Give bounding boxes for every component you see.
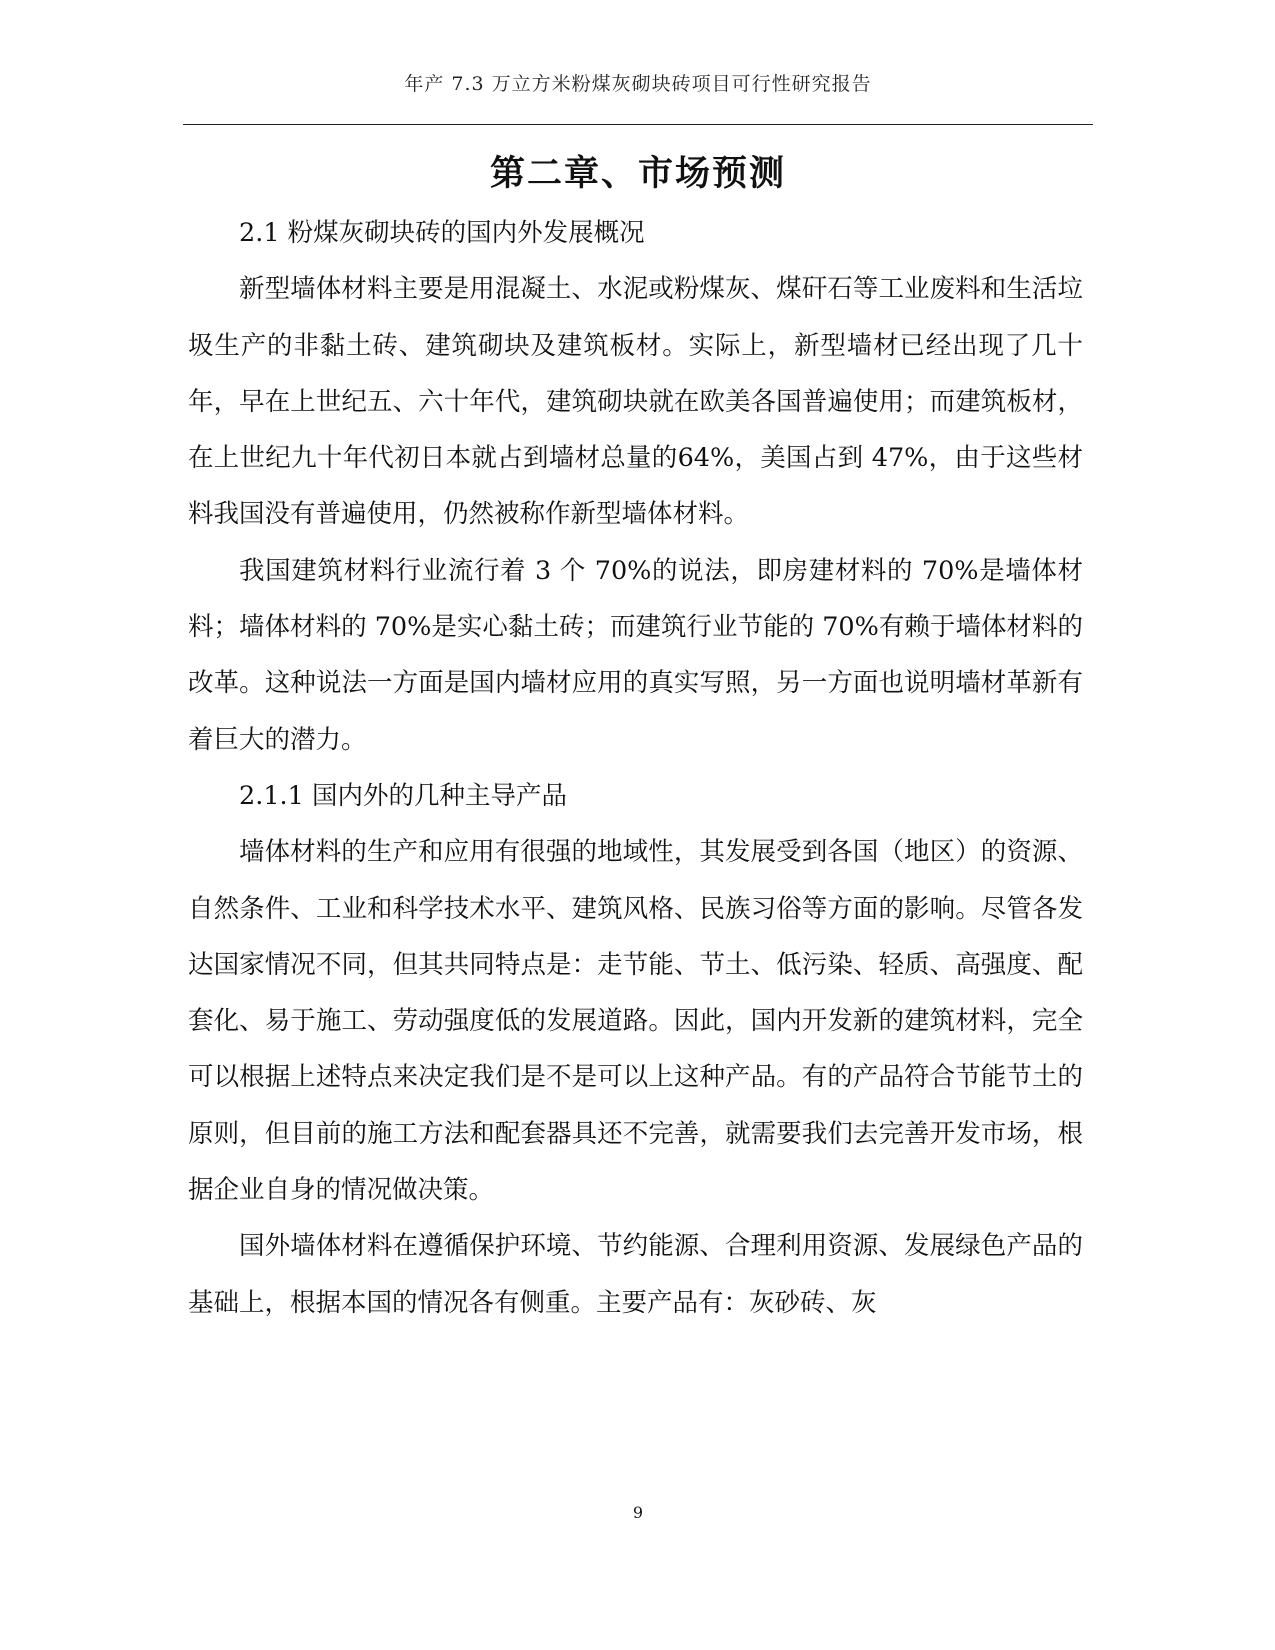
paragraph-3: 墙体材料的生产和应用有很强的地域性，其发展受到各国（地区）的资源、自然条件、工业和科学技术水平、建筑风格、民族习俗等方面的影响。尽管各发达国家情况不同，但其共同特点是：走节能、节土、低污染、轻质、高强度、配套化、易于施工、劳动强度低的发展道路。因此，国内开发新的建筑材料，完全可以根据上述特点来决定我们是不是可以上这种产品。有的产品符合节能节土的原则，但目前的施工方法和配套器具还不完善，就需要我们去完善开发市场，根据企业自身的情况做决策。 (188, 837, 1083, 1206)
chapter-title: 第二章、市场预测 (489, 153, 786, 194)
page-number: 9 (632, 1503, 644, 1522)
paragraph-4: 国外墙体材料在遵循保护环境、节约能源、合理利用资源、发展绿色产品的基础上，根据本国的情况各有侧重。主要产品有：灰砂砖、灰 (188, 1231, 1083, 1318)
section-heading-2-1: 2.1 粉煤灰砌块砖的国内外发展概况 (239, 218, 645, 248)
paragraph-1: 新型墙体材料主要是用混凝土、水泥或粉煤灰、煤矸石等工业废料和生活垃圾生产的非黏土砖、建筑砌块及建筑板材。实际上，新型墙材已经出现了几十年，早在上世纪五、六十年代，建筑砌块就在欧美各国普遍使用；而建筑板材，在上世纪九十年代初日本就占到墙材总量的64%，美国占到 47%，由于这些材料我国没有普遍使用，仍然被称作新型墙体材料。 (188, 274, 1083, 530)
header-divider (183, 124, 1093, 125)
paragraph-2: 我国建筑材料行业流行着 3 个 70%的说法，即房建材料的 70%是墙体材料；墙体材料的 70%是实心黏土砖；而建筑行业节能的 70%有赖于墙体材料的改革。这种说法一方面是国内墙材应用的真实写照，另一方面也说明墙材革新有着巨大的潜力。 (188, 555, 1083, 755)
body-text (188, 205, 1083, 1331)
section-heading-2-1-1: 2.1.1 国内外的几种主导产品 (239, 780, 567, 811)
running-header: 年产 7.3 万立方米粉煤灰砌块砖项目可行性研究报告 (404, 73, 872, 95)
